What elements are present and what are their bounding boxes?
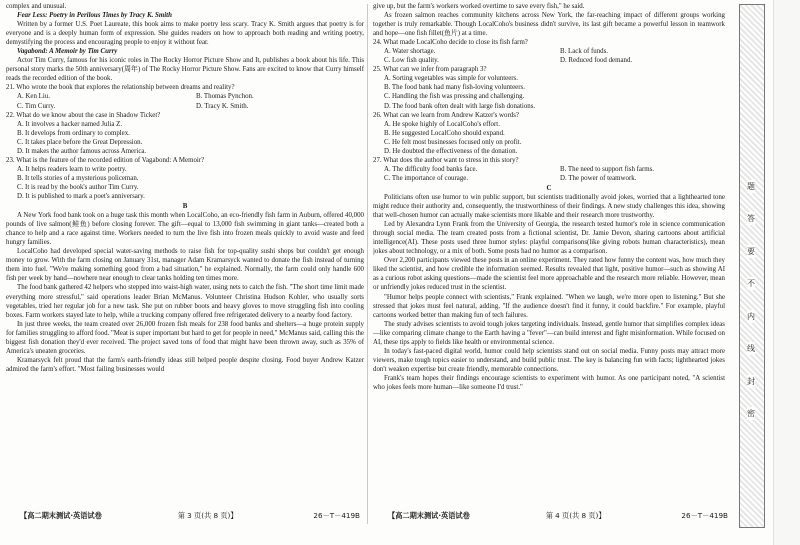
- paragraph: Led by Alexandra Lynn Frank from the University of Georgia, the research tested humor's role in science communication through social media. The team created posts from a fictional scientist, Dr. Jamie Devon, sharing cartoons about artificial intelligence(AI). These posts used three humor styles: playful comparisons(like giving robots human characteristics), mean jokes about technology, or a mix of both. Some posts had no humor as a comparison.: [373, 221, 725, 256]
- option: A. Water shortage.: [384, 48, 436, 56]
- footer-page-number: 第 3 页(共 8 页)】: [177, 511, 238, 520]
- paragraph: Kramarsyck felt proud that the farm's earth-friendly ideas still helped people despite closing. Food buyer Andrew Katzer admired the farm's effort. "Most failing businesses would: [6, 356, 364, 373]
- question-22: 22. What do we know about the case in Shadow Ticket?: [6, 111, 161, 119]
- footer-label: 【高二期末测试·英语试卷: [388, 511, 470, 520]
- margin-char: 封: [747, 376, 755, 386]
- option: D. Reduced food demand.: [560, 57, 633, 65]
- option: C. It takes place before the Great Depression.: [17, 138, 143, 146]
- margin-char: 线: [747, 344, 755, 354]
- page-3: [6, 2, 364, 504]
- paragraph: Written by a former U.S. Poet Laureate, this book aims to make poetry less scary. Tracy K. Smith argues that poetry is for everyone and is a deeply human form of expression. She guides readers on how to approach both reading and writing poetry, demystifying the process and encouraging people to enjoy it without fear.: [6, 21, 364, 47]
- options-23: [6, 165, 364, 201]
- option: D. He doubted the effectiveness of the donation.: [384, 147, 518, 155]
- option: D. The food bank often dealt with large fish donations.: [384, 102, 536, 110]
- option: B. It tells stories of a mysterious policeman.: [17, 174, 139, 182]
- option: C. It is read by the book's author Tim Curry.: [17, 183, 139, 191]
- option: B. He suggested LocalCoho should expand.: [384, 129, 505, 137]
- paragraph: Frank's team hopes their findings encourage scientists to experiment with humor. As one participant noted, "A scientist who jokes feels more human—like someone I'd trust.": [373, 374, 725, 391]
- paragraph: LocalCoho had developed special water-saving methods to raise fish for top-quality sushi shops but couldn't get enough money to grow. With the farm closing on January 31st, manager Adam Kramarsyck wanted to donate the fish instead of turning them into fuel. "We're making something good from a bad situation," he explained. Normally, the farm could only handle 600 fish per week by hand—nowhere near enough to clear tanks holding ten times more.: [6, 248, 364, 283]
- paragraph: "Humor helps people connect with scientists," Frank explained. "When we laugh, we're more open to listening." But she stressed that jokes must feel natural, adding, "If the audience doesn't find it funny, it could backfire." For example, playful cartoons worked better than making fun of tech failures.: [373, 293, 725, 319]
- option: A. It involves a hacker named Julia Z.: [17, 120, 123, 128]
- footer-label: 【高二期末测试·英语试卷: [20, 511, 102, 520]
- question-26: 26. What can we learn from Andrew Katzer's words?: [373, 111, 519, 119]
- option: C. Tim Curry.: [17, 102, 56, 110]
- paragraph: Politicians often use humor to win public support, but scientists traditionally avoid jokes, worried that a lighthearted tone might reduce their authority and, consequently, the trustworthiness of their findings. A new study challenges this idea, showing that well-chosen humor can actually make scientists more likable and their research more trustworthy.: [373, 193, 725, 220]
- option: A. He spoke highly of LocalCoho's effort.: [384, 120, 500, 128]
- option: B. Thomas Pynchon.: [196, 93, 254, 101]
- paragraph: As frozen salmon reaches community kitchens across New York, the far-reaching impact of different groups working together is truly remarkable. Though LocalCoho's business didn't survive, its last gift became a powerful lesson in teamwork and hope—one fish fillet(鱼片) at a time.: [373, 12, 725, 38]
- question-25: 25. What can we infer from paragraph 3?: [373, 66, 487, 74]
- paragraph: complex and unusual.: [6, 3, 67, 10]
- question-27: 27. What does the author want to stress in this story?: [373, 156, 519, 164]
- options-21: [6, 92, 364, 110]
- option: D. It makes the author famous across America.: [17, 147, 147, 155]
- margin-char: 要: [747, 246, 755, 256]
- option: B. The food bank had many fish-loving volunteers.: [384, 84, 525, 92]
- option: A. Ken Liu.: [17, 93, 50, 101]
- option: C. Low fish quality.: [384, 57, 439, 65]
- paragraph: Actor Tim Curry, famous for his iconic roles in The Rocky Horror Picture Show and It, publishes a book about his life. This personal story marks the 50th anniversary(周年) of The Rocky Horror Picture Show. Fans are excited to know that Curry himself reads the recorded edition of the book.: [6, 57, 364, 83]
- page-divider: [367, 4, 368, 524]
- option: C. He felt most businesses focused only on profit.: [384, 138, 522, 146]
- options-26: [373, 120, 725, 156]
- option: D. Tracy K. Smith.: [196, 102, 249, 110]
- margin-char: 不: [747, 279, 755, 289]
- section-heading-b: B: [182, 203, 188, 211]
- footer-code: 26－T－419B: [313, 511, 360, 520]
- book-title: Fear Less: Poetry in Perilous Times by Tracy K. Smith: [17, 12, 172, 20]
- question-21: 21. Who wrote the book that explores the relationship between dreams and reality?: [6, 84, 235, 92]
- option: C. The importance of courage.: [384, 174, 469, 182]
- paragraph: In just three weeks, the team created over 26,000 frozen fish meals for 238 food banks and shelters—a huge protein supply for families struggling to afford food. "Meat is super important but hard to get for people in need," McManus said, calling this the biggest fish donation they'd ever received. The project saved tons of food that might have been thrown away, such as 35% of America's uneaten groceries.: [6, 320, 364, 355]
- footer-code: 26－T－419B: [681, 511, 728, 520]
- option: A. The difficulty food banks face.: [384, 165, 478, 173]
- option: B. It develops from ordinary to complex.: [17, 129, 130, 137]
- footer-page-3: [20, 510, 360, 522]
- option: D. It is published to mark a poet's anniversary.: [17, 192, 145, 200]
- section-heading-c: C: [546, 184, 552, 192]
- paragraph: Over 2,200 participants viewed these posts in an online experiment. They rated how funny the content was, how much they liked the scientist, and how credible the information seemed. Results revealed that light, positive humor—such as showing AI as a curious robot asking questions—made the scientist feel more approachable and the research more reliable. However, mean or unfriendly jokes reduced trust in the scientist.: [373, 257, 725, 292]
- margin-char: 答: [747, 214, 755, 224]
- paragraph: A New York food bank took on a huge task this month when LocalCoho, an eco-friendly fish farm in Auburn, offered 40,000 pounds of live salmon(鲑鱼) before closing forever. The gift—equal to 13,000 fish swimming in giant tanks—created both a chance to help and a race against time. Workers needed to turn the live fish into frozen meals quickly to avoid waste and feed hungry families.: [6, 212, 364, 247]
- options-27: [373, 165, 725, 183]
- paper-edge: [773, 0, 800, 545]
- page-4: [373, 2, 725, 504]
- paragraph: give up, but the farm's workers worked overtime to save every fish," he said.: [373, 3, 585, 10]
- option: A. It helps readers learn to write poetry.: [17, 165, 127, 173]
- margin-char: 题: [747, 182, 755, 191]
- options-24: [373, 47, 725, 65]
- options-25: [373, 74, 725, 110]
- book-title: Vagabond: A Memoir by Tim Curry: [17, 48, 118, 56]
- paragraph: In today's fast-paced digital world, humor could help scientists stand out on social media. Funny posts may attract more viewers, make tough topics easier to understand, and build public trust. The key is balancing fun with facts; lighthearted jokes don't weaken expertise but create friendly, memorable connections.: [373, 347, 725, 373]
- option: A. Sorting vegetables was simple for volunteers.: [384, 75, 518, 83]
- option: C. Handling the fish was pressing and challenging.: [384, 93, 525, 101]
- option: D. The power of teamwork.: [560, 174, 637, 182]
- margin-char: 密: [747, 408, 755, 418]
- margin-char: 内: [747, 311, 755, 321]
- question-23: 23. What is the feature of the recorded edition of Vagabond: A Memoir?: [6, 156, 205, 164]
- option: B. The need to support fish farms.: [560, 165, 655, 173]
- paragraph: The study advises scientists to avoid tough jokes targeting individuals. Instead, gentle humor that simplifies complex ideas—like comparing climate change to the Earth having a "fever"—can build interest and fight misinformation. While focused on AI, these tips apply to fields like health or environmental science.: [373, 320, 725, 346]
- paragraph: The food bank gathered 42 helpers who stepped into waist-high water, using nets to catch the fish. "The short time limit made everything more stressful," said operations leader Brian McManus. Volunteer Christina Hudson Kohler, who usually sorts vegetables, tried her regular job for a new task. She put on rubber boots and heavy gloves to move struggling fish into cooling boxes. Farm workers stayed late to help, while a trucking company offered free refrigerated delivery to a nearby food factory.: [6, 284, 364, 319]
- footer-page-4: [388, 510, 728, 522]
- question-24: 24. What made LocalCoho decide to close its fish farm?: [373, 39, 528, 47]
- footer-page-number: 第 4 页(共 8 页)】: [545, 511, 606, 520]
- option: B. Lack of funds.: [560, 48, 609, 56]
- binding-margin-text: [743, 180, 759, 420]
- options-22: [6, 120, 364, 156]
